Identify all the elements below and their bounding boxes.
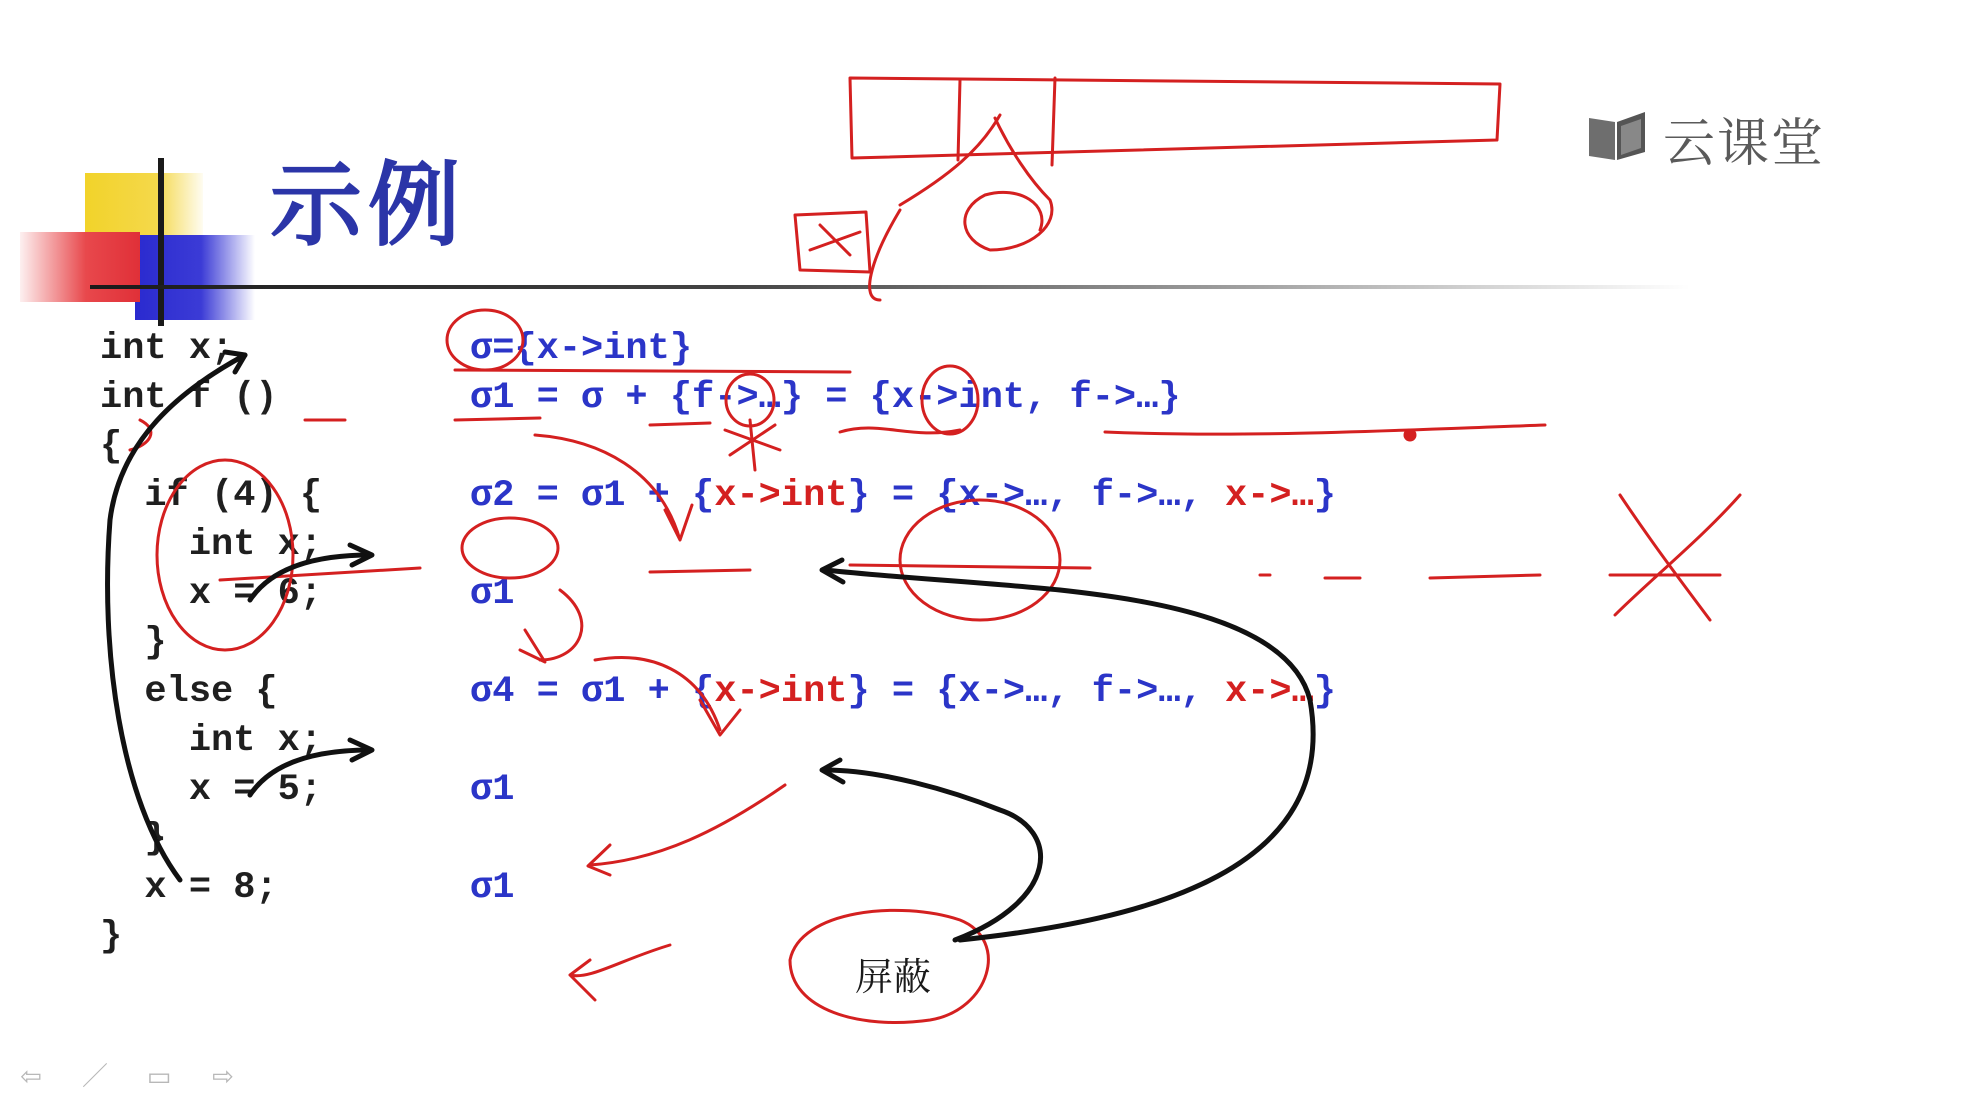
- env-text: }: [1313, 671, 1336, 713]
- env-line-sigma1-restore: [470, 864, 1336, 913]
- annotation-label: 屏蔽: [855, 955, 932, 999]
- pen-tool-icon[interactable]: ／: [81, 1062, 108, 1092]
- env-line-sigma: [470, 325, 1336, 374]
- sketch-line: [958, 80, 960, 160]
- env-text: σ1: [470, 769, 515, 811]
- env-text: σ={x->int}: [470, 328, 693, 370]
- env-text: } = {x->…, f->…,: [847, 475, 1225, 517]
- slide-navigation: [14, 1062, 240, 1092]
- sketch-scribble: [795, 212, 870, 272]
- env-line-sigma2: [470, 472, 1336, 521]
- code-line: {: [100, 426, 123, 468]
- code-line: int x;: [100, 524, 323, 566]
- env-line-blank: [470, 619, 1336, 668]
- env-line-sigma4: [470, 668, 1336, 717]
- env-text: {x->int, f->…}: [869, 377, 1181, 419]
- env-line-sigma1-restore: [470, 570, 1336, 619]
- sketch-scribble: [965, 118, 1052, 250]
- book-icon: [1585, 108, 1649, 168]
- title-horizontal-rule: [90, 285, 1690, 289]
- menu-icon[interactable]: ▭: [146, 1062, 172, 1092]
- code-line: if (4) {: [100, 475, 323, 517]
- env-line-blank: [470, 423, 1336, 472]
- env-line-blank: [470, 815, 1336, 864]
- env-text-red: x->…: [1224, 475, 1314, 517]
- env-text: σ1: [470, 573, 515, 615]
- sketch-line: [900, 115, 1000, 205]
- code-line: int x;: [100, 328, 234, 370]
- code-line: x = 6;: [100, 573, 323, 615]
- logo: [1585, 108, 1826, 174]
- sketch-line: [1052, 78, 1055, 165]
- code-line: else {: [100, 671, 278, 713]
- env-line-blank: [470, 717, 1336, 766]
- next-slide-icon[interactable]: ⇨: [212, 1062, 234, 1092]
- environment-column: [470, 325, 1336, 913]
- title-vertical-rule: [158, 158, 164, 326]
- env-text: σ1: [470, 867, 515, 909]
- code-line: }: [100, 622, 167, 664]
- code-block: [100, 325, 322, 962]
- flow-arrow: [570, 945, 670, 1000]
- code-line: x = 8;: [100, 867, 278, 909]
- env-text: σ4 = σ1 + {: [470, 671, 715, 713]
- env-text: σ2 = σ1 + {: [470, 475, 715, 517]
- logo-text: 云课堂: [1663, 113, 1826, 174]
- env-line-sigma1-restore: [470, 766, 1336, 815]
- env-line-sigma1: [470, 374, 1336, 423]
- env-text: σ1 = σ + {f->…} =: [470, 377, 870, 419]
- code-line: int x;: [100, 720, 323, 762]
- env-text-red: x->int: [714, 671, 848, 713]
- env-text-red: x->int: [714, 475, 848, 517]
- env-text: }: [1313, 475, 1336, 517]
- env-line-blank: [470, 521, 1336, 570]
- dot: [1405, 430, 1415, 440]
- underline: [1430, 575, 1540, 578]
- sketch-scribble: [810, 225, 860, 255]
- arrowhead: [350, 740, 372, 760]
- slide-title: 示例: [270, 152, 467, 259]
- env-text: } = {x->…, f->…,: [847, 671, 1225, 713]
- code-line: }: [100, 916, 123, 958]
- code-line: int f (): [100, 377, 278, 419]
- prev-slide-icon[interactable]: ⇦: [20, 1062, 42, 1092]
- env-text-red: x->…: [1224, 671, 1314, 713]
- arrowhead: [350, 545, 372, 565]
- title-decoration-blue: [135, 235, 255, 320]
- title-decoration-red: [20, 232, 140, 302]
- code-line: }: [100, 818, 167, 860]
- code-line: x = 5;: [100, 769, 323, 811]
- sketch-box: [850, 78, 1500, 158]
- cross-out: [1615, 495, 1740, 620]
